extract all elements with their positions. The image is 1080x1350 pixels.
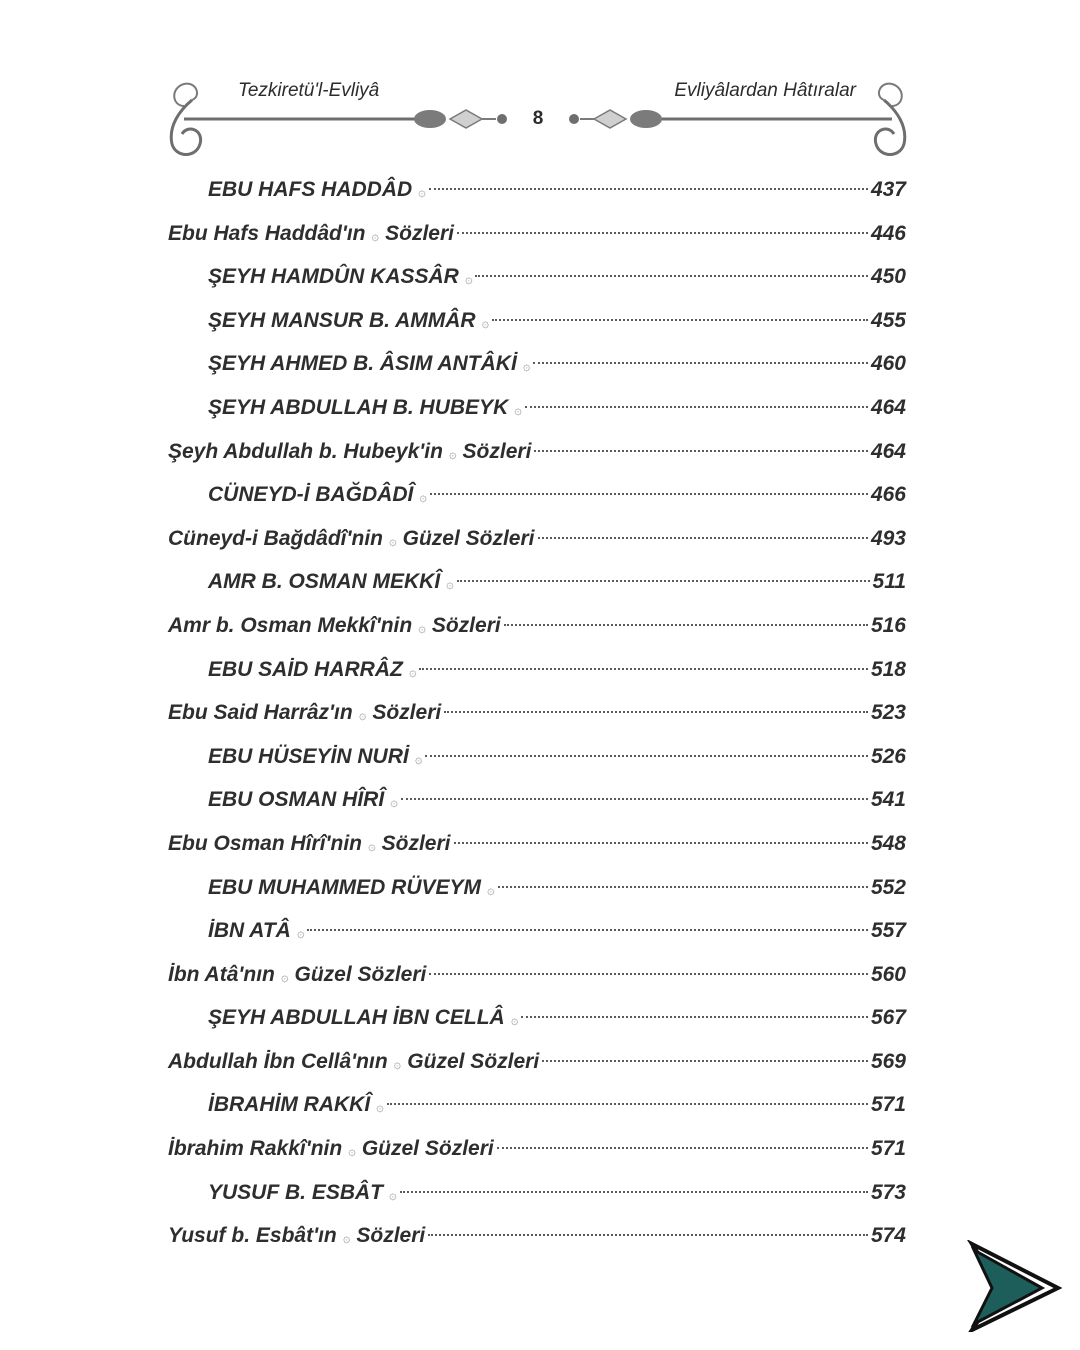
honorific-calligraphy-icon: ۞ [418,184,426,199]
toc-entry-title: ŞEYH ABDULLAH İBN CELLÂ [208,1006,505,1030]
toc-entry-page: 460 [870,352,906,376]
toc-entry-title: İBRAHİM RAKKÎ [208,1093,371,1117]
toc-entry-page: 573 [870,1180,906,1204]
honorific-calligraphy-icon: ۞ [348,1143,356,1159]
toc-entry[interactable] [168,473,906,517]
dot-leader [457,231,868,234]
honorific-calligraphy-icon: ۞ [464,271,473,287]
toc-entry-page: 574 [870,1224,906,1248]
dot-leader [400,1190,868,1193]
toc-entry-page: 464 [870,439,906,463]
toc-entry[interactable] [168,1083,906,1127]
toc-entry[interactable] [168,1214,906,1258]
dot-leader [444,710,868,713]
dot-leader [533,361,868,364]
honorific-calligraphy-icon: ۞ [389,1186,397,1202]
toc-entry-suffix: Sözleri [385,221,454,245]
running-head-right: Evliyâlardan Hâtıralar [674,80,856,101]
dot-leader [428,1233,868,1236]
honorific-calligraphy-icon: ۞ [487,881,495,897]
dot-leader [429,187,868,190]
dot-leader [538,536,868,539]
toc-entry[interactable] [168,342,906,386]
toc-entry-title: ŞEYH AHMED B. ÂSIM ANTÂKİ [208,352,517,376]
toc-entry-page: 571 [870,1137,906,1161]
toc-entry[interactable] [168,604,906,648]
toc-entry-page: 464 [870,395,906,419]
toc-entry[interactable] [168,212,906,256]
toc-entry-title: Ebu Hafs Haddâd'ın [168,221,366,245]
toc-entry[interactable] [168,168,906,212]
honorific-calligraphy-icon: ۞ [448,445,457,461]
toc-entry-title: İbn Atâ'nın [168,962,275,986]
toc-entry-title: Yusuf b. Esbât'ın [168,1224,337,1248]
toc-entry[interactable] [168,386,906,430]
toc-entry[interactable] [168,517,906,561]
toc-entry[interactable] [168,648,906,692]
honorific-calligraphy-icon: ۞ [280,968,289,984]
toc-entry-suffix: Sözleri [356,1224,426,1248]
table-of-contents [168,168,906,1258]
honorific-calligraphy-icon: ۞ [371,227,380,243]
page-number: 8 [532,108,544,129]
toc-entry-page: 516 [870,613,906,637]
toc-entry-suffix: Sözleri [381,831,451,855]
toc-entry-title: EBU HÜSEYİN NURİ [208,744,409,768]
toc-entry-page: 466 [870,483,906,507]
dot-leader [534,449,868,452]
toc-entry[interactable] [168,909,906,953]
toc-entry-page: 569 [870,1049,906,1073]
toc-entry-suffix: Güzel Sözleri [407,1049,540,1073]
honorific-calligraphy-icon: ۞ [419,489,427,505]
toc-entry-title: AMR B. OSMAN MEKKÎ [208,570,441,594]
honorific-calligraphy-icon: ۞ [342,1230,351,1246]
next-arrow-icon [966,1240,1062,1332]
toc-entry-page: 541 [870,788,906,812]
toc-entry-page: 455 [870,308,906,332]
toc-entry-suffix: Sözleri [462,439,532,463]
honorific-calligraphy-icon: ۞ [389,532,397,548]
dot-leader [401,797,868,800]
dot-leader [419,667,867,670]
toc-entry-page: 446 [870,221,906,245]
toc-entry-page: 523 [870,701,906,725]
toc-entry-page: 571 [870,1093,906,1117]
toc-entry-page: 548 [870,831,906,855]
toc-entry[interactable] [168,866,906,910]
toc-entry-page: 437 [870,178,906,201]
honorific-calligraphy-icon: ۞ [418,619,426,635]
toc-entry-suffix: Sözleri [431,613,501,637]
dot-leader [425,754,868,757]
dot-leader [307,928,868,931]
toc-entry-title: İBN ATÂ [208,919,291,943]
toc-entry-title: Amr b. Osman Mekkî'nin [168,613,413,637]
honorific-calligraphy-icon: ۞ [446,576,454,592]
toc-entry-title: EBU SAİD HARRÂZ [208,657,403,681]
running-head-left: Tezkiretü'l-Evliyâ [238,80,380,101]
honorific-calligraphy-icon: ۞ [522,358,531,374]
dot-leader [497,1146,868,1149]
honorific-calligraphy-icon: ۞ [296,925,305,941]
honorific-calligraphy-icon: ۞ [408,663,417,679]
toc-entry-suffix: Güzel Sözleri [361,1137,494,1161]
toc-entry-title: Ebu Osman Hîrî'nin [168,831,363,855]
dot-leader [542,1059,868,1062]
honorific-calligraphy-icon: ۞ [514,401,522,417]
honorific-calligraphy-icon: ۞ [358,707,367,723]
toc-entry-title: EBU OSMAN HÎRÎ [208,788,385,812]
toc-entry-title: Ebu Said Harrâz'ın [168,701,353,725]
toc-entry[interactable] [168,255,906,299]
toc-entry-title: ŞEYH ABDULLAH B. HUBEYK [208,395,509,419]
dot-leader [387,1102,868,1105]
page-header [162,66,914,166]
toc-entry[interactable] [168,735,906,779]
toc-entry-page: 567 [870,1006,906,1030]
honorific-calligraphy-icon: ۞ [390,794,398,810]
toc-entry[interactable] [168,778,906,822]
dot-leader [457,579,870,582]
toc-entry-suffix: Güzel Sözleri [294,962,427,986]
honorific-calligraphy-icon: ۞ [481,314,490,330]
toc-entry[interactable] [168,953,906,997]
toc-entry-title: YUSUF B. ESBÂT [208,1180,384,1204]
toc-entry-suffix: Güzel Sözleri [402,526,535,550]
toc-entry-title: ŞEYH MANSUR B. AMMÂR [208,308,476,332]
toc-entry-title: Şeyh Abdullah b. Hubeyk'in [168,439,443,463]
toc-entry[interactable] [168,299,906,343]
toc-entry-title: CÜNEYD-İ BAĞDÂDÎ [208,483,414,507]
dot-leader [454,841,868,844]
toc-entry-page: 511 [872,570,906,594]
honorific-calligraphy-icon: ۞ [368,837,376,853]
toc-entry[interactable] [168,691,906,735]
toc-entry-page: 560 [870,962,906,986]
dot-leader [429,972,868,975]
honorific-calligraphy-icon: ۞ [414,750,423,766]
toc-entry-page: 552 [870,875,906,899]
toc-entry-title: EBU HAFS HADDÂD [208,178,413,201]
toc-entry[interactable] [168,996,906,1040]
toc-entry[interactable] [168,822,906,866]
toc-entry[interactable] [168,430,906,474]
dot-leader [430,492,868,495]
toc-entry-page: 557 [870,919,906,943]
dot-leader [475,274,867,277]
dot-leader [492,318,868,321]
toc-entry[interactable] [168,1171,906,1215]
toc-entry-title: ŞEYH HAMDÛN KASSÂR [208,265,459,289]
toc-entry[interactable] [168,560,906,604]
toc-entry-title: Cüneyd-i Bağdâdî'nin [168,526,383,550]
toc-entry-page: 518 [870,657,906,681]
toc-entry-title: EBU MUHAMMED RÜVEYM [208,875,481,899]
toc-entry[interactable] [168,1040,906,1084]
toc-entry-title: Abdullah İbn Cellâ'nın [168,1049,388,1073]
dot-leader [525,405,868,408]
toc-entry-page: 493 [870,526,906,550]
toc-entry-title: İbrahim Rakkî'nin [168,1137,343,1161]
toc-entry-page: 450 [870,265,906,289]
next-page-button[interactable] [966,1240,1062,1332]
toc-entry-suffix: Sözleri [372,701,442,725]
toc-entry[interactable] [168,1127,906,1171]
honorific-calligraphy-icon: ۞ [376,1099,384,1115]
dot-leader [498,885,868,888]
dot-leader [521,1015,868,1018]
honorific-calligraphy-icon: ۞ [510,1012,519,1028]
toc-entry-page: 526 [870,744,906,768]
dot-leader [504,623,868,626]
honorific-calligraphy-icon: ۞ [393,1055,402,1071]
